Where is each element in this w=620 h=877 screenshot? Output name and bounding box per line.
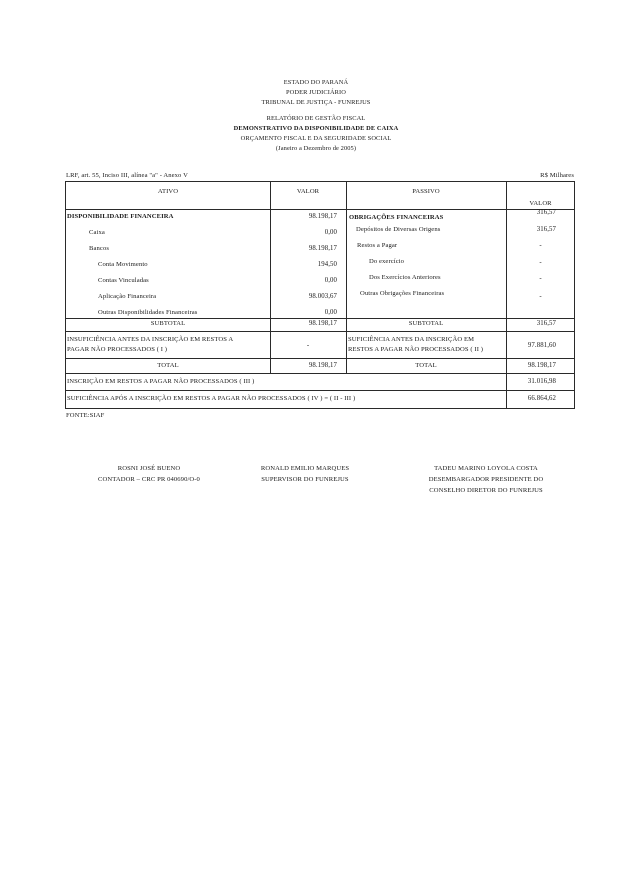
passivo-value: - (539, 259, 542, 266)
ativo-value: 98.003,67 (308, 293, 337, 300)
column-header-ativo-valor: VALOR (296, 188, 320, 195)
passivo-label: Dos Exercícios Anteriores (369, 274, 441, 281)
budget-name: ORÇAMENTO FISCAL E DA SEGURIDADE SOCIAL (240, 135, 392, 142)
passivo-label: Restos a Pagar (357, 242, 398, 249)
ativo-value: 98.198,17 (308, 213, 337, 220)
court-name: TRIBUNAL DE JUSTIÇA - FUNREJUS (261, 99, 371, 106)
ativo-label: Conta Movimento (98, 261, 148, 268)
after-inscription-label: SUFICIÊNCIA APÓS A INSCRIÇÃO EM RESTOS A PAGAR NÃO PROCESSADOS ( IV ) = ( II - III ) (67, 395, 356, 402)
ativo-value: 0,00 (324, 309, 337, 316)
signature-role: SUPERVISOR DO FUNREJUS (261, 476, 349, 483)
table-rule-inscription (65, 390, 575, 391)
passivo-label: Outras Obrigações Financeiras (360, 290, 445, 297)
ativo-value: 0,00 (324, 229, 337, 236)
column-header-ativo: ATIVO (157, 188, 179, 195)
table-rule-balance (65, 358, 575, 359)
insufficiency-label: PAGAR NÃO PROCESSADOS ( I ) (67, 346, 168, 353)
ativo-label: DISPONIBILIDADE FINANCEIRA (67, 213, 174, 220)
signature-role: CONSELHO DIRETOR DO FUNREJUS (429, 487, 543, 494)
subtotal-ativo-value: 98.198,17 (308, 320, 337, 327)
table-rule-subtotal-top (65, 318, 575, 319)
table-rule-total (65, 373, 575, 374)
sufficiency-value: 97.881,60 (527, 342, 556, 349)
state-name: ESTADO DO PARANÁ (283, 79, 349, 86)
column-header-passivo: PASSIVO (412, 188, 440, 195)
insufficiency-label: INSUFICIÊNCIA ANTES DA INSCRIÇÃO EM RESTOS A (67, 336, 234, 343)
table-column-divider (346, 181, 347, 373)
passivo-label: Depósitos de Diversas Origens (356, 226, 441, 233)
branch-name: PODER JUDICIÁRIO (285, 89, 346, 96)
signature-name: ROSNI JOSÉ BUENO (117, 465, 181, 472)
currency-unit: R$ Milhares (540, 172, 574, 179)
ativo-value: 194,50 (317, 261, 337, 268)
ativo-label: Caixa (89, 229, 105, 236)
passivo-label: Do exercício (369, 258, 405, 265)
subtotal-ativo-label: SUBTOTAL (150, 320, 186, 327)
total-ativo-value: 98.198,17 (308, 362, 337, 369)
ativo-value: 0,00 (324, 277, 337, 284)
ativo-label: Outras Disponibilidades Financeiras (98, 309, 198, 316)
source-note: FONTE:SIAF (66, 412, 105, 419)
passivo-value: - (539, 293, 542, 300)
inscription-label: INSCRIÇÃO EM RESTOS A PAGAR NÃO PROCESSADOS ( III ) (67, 378, 255, 385)
table-rule-header (65, 209, 575, 210)
total-passivo-value: 98.198,17 (527, 362, 556, 369)
report-period: (Janeiro a Dezembro de 2005) (275, 145, 357, 152)
table-rule-subtotal-bottom (65, 331, 575, 332)
sufficiency-label: RESTOS A PAGAR NÃO PROCESSADOS ( II ) (348, 346, 484, 353)
legal-reference: LRF, art. 55, Inciso III, alínea "a" - Anexo V (66, 172, 188, 179)
signature-name: TADEU MARINO LOYOLA COSTA (434, 465, 538, 472)
page-title: DEMONSTRATIVO DA DISPONIBILIDADE DE CAIXA (233, 125, 399, 132)
sufficiency-label: SUFICIÊNCIA ANTES DA INSCRIÇÃO EM (348, 336, 475, 343)
signature-role: CONTADOR – CRC PR 040690/O-0 (98, 476, 200, 483)
ativo-label: Contas Vinculadas (98, 277, 149, 284)
insufficiency-value: - (306, 342, 310, 349)
passivo-value: 316,57 (536, 209, 556, 216)
after-inscription-value: 66.864,62 (527, 395, 556, 402)
passivo-label: OBRIGAÇÕES FINANCEIRAS (349, 214, 444, 221)
total-passivo-label: TOTAL (415, 362, 437, 369)
report-name: RELATÓRIO DE GESTÃO FISCAL (266, 115, 366, 122)
subtotal-passivo-value: 316,57 (536, 320, 556, 327)
passivo-value: - (539, 242, 542, 249)
total-ativo-label: TOTAL (157, 362, 179, 369)
column-header-passivo-valor: VALOR (529, 200, 552, 207)
ativo-value: 98.198,17 (308, 245, 337, 252)
ativo-label: Aplicação Financeira (98, 293, 157, 300)
subtotal-passivo-label: SUBTOTAL (408, 320, 444, 327)
passivo-value: 316,57 (536, 226, 556, 233)
ativo-label: Bancos (89, 245, 110, 252)
passivo-value: - (539, 275, 542, 282)
signature-name: RONALD EMILIO MARQUES (260, 465, 350, 472)
signature-role: DESEMBARGADOR PRESIDENTE DO (428, 476, 544, 483)
inscription-value: 31.016,98 (527, 378, 556, 385)
